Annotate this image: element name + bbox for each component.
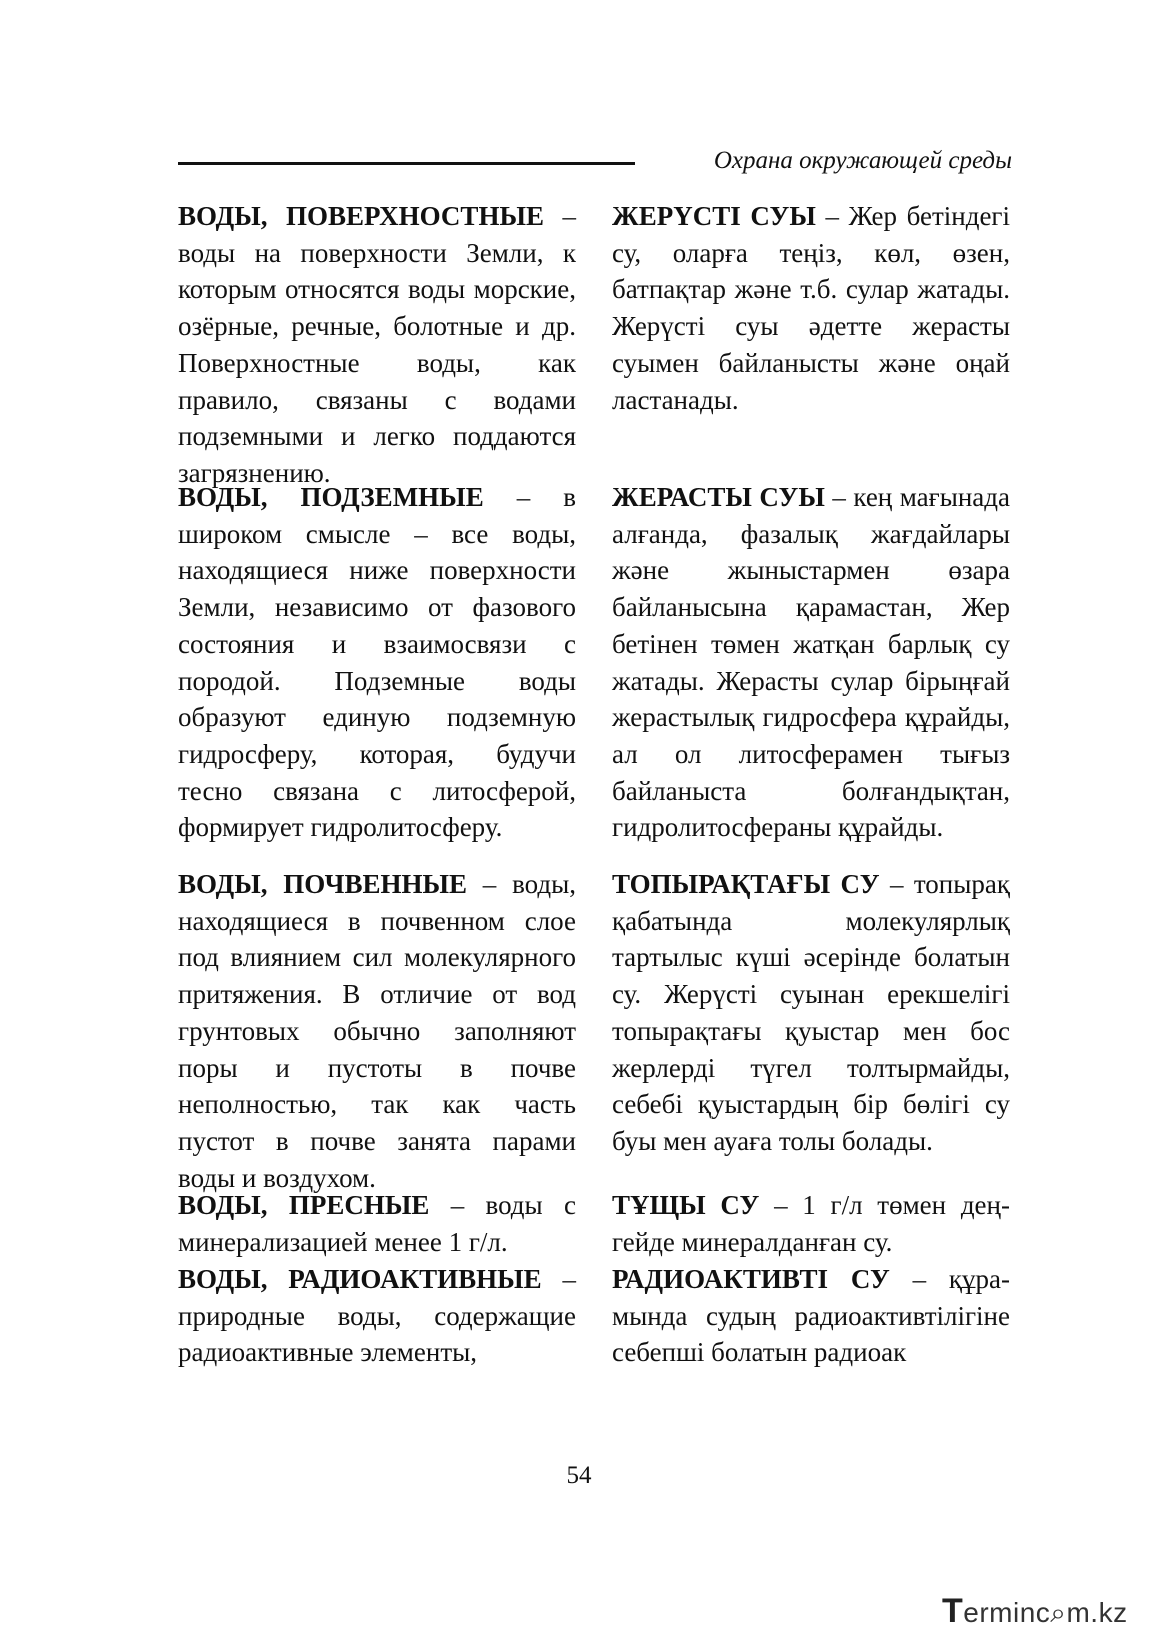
entry-term: ВОДЫ, ПОВЕРХНОСТНЫЕ bbox=[178, 201, 544, 231]
entry-ru-fresh-waters bbox=[178, 1187, 576, 1260]
entry-definition: – воды на поверхности Земли, к которым относятся воды морские, озёрные, речные, болотные и др. Поверхностные воды, как правило, связаны с водами подземными и легко поддаются загрязнению. bbox=[178, 201, 576, 488]
running-title: Охрана окружающей среды bbox=[713, 147, 1012, 174]
entry-term: ВОДЫ, ПОДЗЕМНЫЕ bbox=[178, 482, 484, 512]
entry-kz-radioactive-water bbox=[612, 1261, 1010, 1371]
entry-term: ТОПЫРАҚТАҒЫ СУ bbox=[612, 869, 880, 899]
entry-definition: – Жер бетіндегі су, оларға теңіз, көл, өзен, батпақтар және т.б. сулар жатады. Жерүсті суы әдетте жерасты суымен байланысты және оңай ластанады. bbox=[612, 201, 1011, 415]
entry-kz-groundwater bbox=[612, 479, 1010, 846]
entry-term: ВОДЫ, ПРЕСНЫЕ bbox=[178, 1190, 430, 1220]
entry-ru-radioactive-waters bbox=[178, 1261, 576, 1371]
entry-kz-soil-water bbox=[612, 866, 1010, 1160]
entry-definition: – топырақ қабатында молекулярлық тартылыс күші әсерінде болатын су. Жерүсті суынан ерекшелігі топырақтағы қуыстар мен бос жерлерді түгел толтырмайды, себебі қуыстардың бір бөлігі су буы мен ауаға толы болады. bbox=[612, 869, 1010, 1156]
header-rule bbox=[178, 162, 635, 165]
entry-term: ЖЕРАСТЫ СУЫ bbox=[612, 482, 825, 512]
entry-term: ТҰЩЫ СУ bbox=[612, 1190, 760, 1220]
entry-term: ВОДЫ, ПОЧВЕННЫЕ bbox=[178, 869, 467, 899]
entry-definition: – воды с минерализацией менее 1 г/л. bbox=[178, 1190, 576, 1257]
termincom-logo: Terminc⌕m.kz bbox=[942, 1592, 1128, 1630]
entry-ru-soil-waters bbox=[178, 866, 576, 1196]
entry-term: ЖЕРҮСТІ СУЫ bbox=[612, 201, 816, 231]
entry-definition: – воды, находящиеся в почвенном слое под влиянием сил молекулярного притяжения. В отличие от вод грунтовых обычно заполняют поры и пустоты в почве неполностью, так как часть пустот в почве занята парами воды и воздухом. bbox=[178, 869, 576, 1193]
page-number: 54 bbox=[566, 1462, 592, 1489]
entry-term: РАДИОАКТИВТІ СУ bbox=[612, 1264, 890, 1294]
entry-kz-fresh-water bbox=[612, 1187, 1010, 1260]
entry-definition: – кең мағынада алғанда, фазалық жағдайлары және жыныстармен өзара байланысына қарамастан, Жер бетінен төмен жатқан барлық су жатады. Жерасты сулар бірыңғай жерастылық гидросфера құрайды, ал ол литосферамен тығыз байланыста болғандықтан, гидролитосфераны құрайды. bbox=[612, 482, 1010, 843]
entry-ru-surface-waters bbox=[178, 198, 576, 492]
entry-kz-surface-water bbox=[612, 198, 1010, 418]
entry-definition: – құрамында судың радиоактивтілігіне себепші болатын радиоак bbox=[612, 1264, 1011, 1368]
entry-term: ВОДЫ, РАДИОАКТИВНЫЕ bbox=[178, 1264, 542, 1294]
entry-definition: – в широком смысле – все воды, находящиеся ниже поверхности Земли, независимо от фазового состояния и взаимосвязи с породой. Подземные воды образуют единую подземную гидросферу, которая, будучи тесно связана с литосферой, формирует гидролитосферу. bbox=[178, 482, 576, 843]
entry-ru-groundwater bbox=[178, 479, 576, 846]
entry-definition: – 1 г/л төмен деңгейде минералданған су. bbox=[612, 1190, 1010, 1257]
entry-definition: – природные воды, содержащие радиоактивные элементы, bbox=[178, 1264, 576, 1368]
